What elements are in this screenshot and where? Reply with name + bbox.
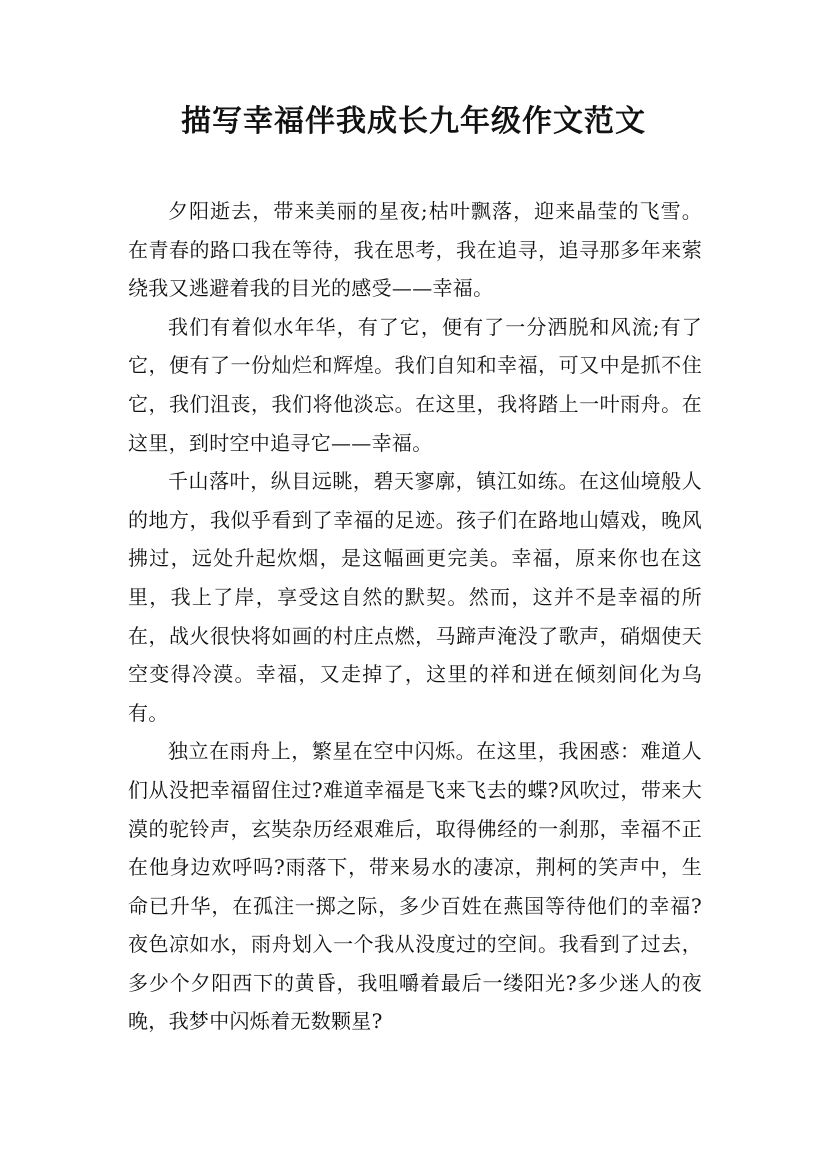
paragraph-1: 夕阳逝去，带来美丽的星夜;枯叶飘落，迎来晶莹的飞雪。在青春的路口我在等待，我在思考，我在追寻，追寻那多年来萦绕我又逃避着我的目光的感受——幸福。 xyxy=(128,199,702,301)
paragraph-2: 我们有着似水年华，有了它，便有了一分洒脱和风流;有了它，便有了一份灿烂和辉煌。我们自知和幸福，可又中是抓不住它，我们沮丧，我们将他淡忘。在这里，我将踏上一叶雨舟。在这里，到时空中追寻它——幸福。 xyxy=(128,314,702,455)
paragraph-3: 千山落叶，纵目远眺，碧天寥廓，镇江如练。在这仙境般人的地方，我似乎看到了幸福的足迹。孩子们在路地山嬉戏，晚风拂过，远处升起炊烟，是这幅画更完美。幸福，原来你也在这里，我上了岸，享受这自然的默契。然而，这并不是幸福的所在，战火很快将如画的村庄点燃，马蹄声淹没了歌声，硝烟使天空变得冷漠。幸福，又走掉了，这里的祥和迸在倾刻间化为乌有。 xyxy=(128,469,702,725)
document-title: 描写幸福伴我成长九年级作文范文 xyxy=(181,104,646,139)
document-body xyxy=(128,192,702,1041)
paragraph-4: 独立在雨舟上，繁星在空中闪烁。在这里，我困惑：难道人们从没把幸福留住过?难道幸福是飞来飞去的蝶?风吹过，带来大漠的驼铃声，玄奘杂历经艰难后，取得佛经的一刹那，幸福不正在他身边欢呼吗?雨落下，带来易水的凄凉，荆柯的笑声中，生命已升华，在孤注一掷之际，多少百姓在燕国等待他们的幸福?夜色凉如水，雨舟划入一个我从没度过的空间。我看到了过去，多少个夕阳西下的黄昏，我咀嚼着最后一缕阳光?多少迷人的夜晚，我梦中闪烁着无数颗星? xyxy=(128,739,702,1034)
